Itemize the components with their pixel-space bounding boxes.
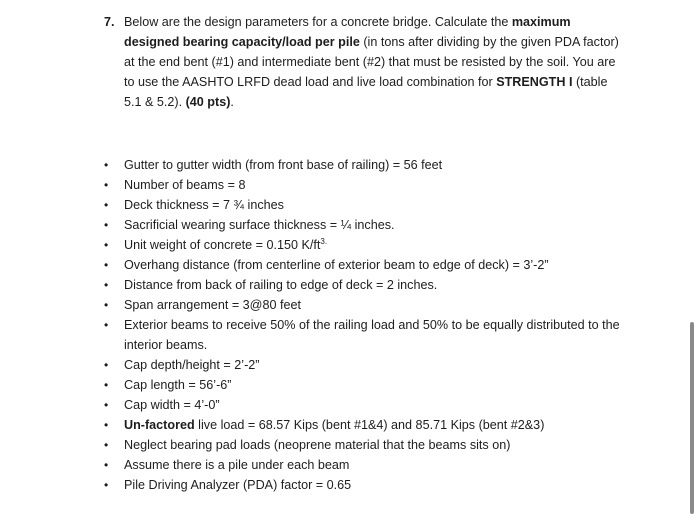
list-item: [104, 435, 624, 455]
bullet-icon: •: [104, 418, 109, 432]
bullet-icon: •: [104, 258, 109, 272]
list-item-text: [124, 378, 231, 392]
list-item-text-part: Unit weight of concrete = 0.150 K/ft: [124, 238, 321, 252]
list-item: [104, 375, 624, 395]
list-item-text-part: Sacrificial wearing surface thickness = ¼ inches.: [124, 218, 395, 232]
list-item-text-part: Cap width = 4’-0”: [124, 398, 220, 412]
bullet-icon: •: [104, 358, 109, 372]
list-item-text: [124, 398, 220, 412]
list-item-text-part: Assume there is a pile under each beam: [124, 458, 350, 472]
vertical-scrollbar-thumb[interactable]: [690, 322, 694, 514]
bullet-icon: •: [104, 198, 109, 212]
list-item-text-part: Cap length = 56’-6”: [124, 378, 232, 392]
list-item-text-part: Gutter to gutter width (from front base of railing) = 56 feet: [124, 158, 443, 172]
list-item: [104, 395, 624, 415]
list-item-text-bold: Un-factored: [124, 418, 195, 432]
list-item-text: [124, 418, 544, 432]
bullet-icon: •: [104, 438, 109, 452]
list-item-text: [124, 258, 549, 272]
question-text-part: (table 5.1 & 5.2).: [124, 75, 608, 109]
question-text-part: (in tons after dividing by the given PDA factor) at the end bent (#1) and intermediate bent (#2) that must be resisted by the soil. You are to use the AASHTO LRFD dead load and live load combination for: [124, 35, 619, 89]
bullet-icon: •: [104, 378, 109, 392]
superscript: 3.: [320, 236, 328, 246]
list-item-text: [124, 218, 395, 232]
list-item-text: [124, 198, 284, 212]
list-item-text: [124, 478, 351, 492]
list-item-text-part: Number of beams = 8: [124, 178, 246, 192]
list-item: [104, 235, 624, 255]
list-item-text-part: Span arrangement = 3@80 feet: [124, 298, 301, 312]
question-points: (40 pts): [185, 95, 231, 109]
list-item: [104, 175, 624, 195]
list-item-text-part: live load = 68.57 Kips (bent #1&4) and 85.71 Kips (bent #2&3): [194, 418, 545, 432]
list-item: [104, 455, 624, 475]
list-item-text-part: Cap depth/height = 2’-2”: [124, 358, 260, 372]
list-item-text: [124, 298, 301, 312]
bullet-icon: •: [104, 478, 109, 492]
bullet-icon: •: [104, 458, 109, 472]
bullet-icon: •: [104, 218, 109, 232]
question-text-part: Below are the design parameters for a concrete bridge. Calculate the: [124, 15, 512, 29]
list-item-text: [124, 438, 510, 452]
bullet-icon: •: [104, 318, 109, 332]
bullet-icon: •: [104, 158, 109, 172]
list-item-text: [124, 358, 259, 372]
list-item-text-part: Distance from back of railing to edge of deck = 2 inches.: [124, 278, 438, 292]
list-item: [104, 295, 624, 315]
list-item: [104, 195, 624, 215]
list-item-text-part: Overhang distance (from centerline of exterior beam to edge of deck) = 3’-2”: [124, 258, 549, 272]
list-item-text: [124, 458, 349, 472]
list-item-text: [124, 178, 245, 192]
question-text: [124, 12, 624, 112]
bullet-icon: •: [104, 278, 109, 292]
list-item-text-part: Exterior beams to receive 50% of the railing load and 50% to be equally distributed to the interior beams.: [124, 318, 620, 352]
question-text-part-bold: maximum designed bearing capacity/load per pile: [124, 15, 571, 49]
list-item-text: [124, 318, 620, 352]
question-text-part: .: [230, 95, 234, 109]
list-item-text: [124, 158, 442, 172]
bullet-icon: •: [104, 178, 109, 192]
list-item: [104, 415, 624, 435]
list-item-text: [124, 278, 437, 292]
list-item: [104, 155, 624, 175]
list-item: [104, 315, 624, 355]
question-text-part-bold: STRENGTH I: [496, 75, 573, 89]
list-item: [104, 215, 624, 235]
list-item-text-part: Deck thickness = 7 ¾ inches: [124, 198, 284, 212]
design-parameters-list: [104, 155, 624, 495]
list-item: [104, 355, 624, 375]
list-item: [104, 275, 624, 295]
question-number: 7.: [104, 15, 115, 29]
list-item: [104, 475, 624, 495]
bullet-icon: •: [104, 298, 109, 312]
list-item-text: [124, 238, 327, 252]
bullet-icon: •: [104, 238, 109, 252]
list-item-text-part: Pile Driving Analyzer (PDA) factor = 0.65: [124, 478, 352, 492]
list-item: [104, 255, 624, 275]
list-item-text-part: Neglect bearing pad loads (neoprene material that the beams sits on): [124, 438, 511, 452]
bullet-icon: •: [104, 398, 109, 412]
